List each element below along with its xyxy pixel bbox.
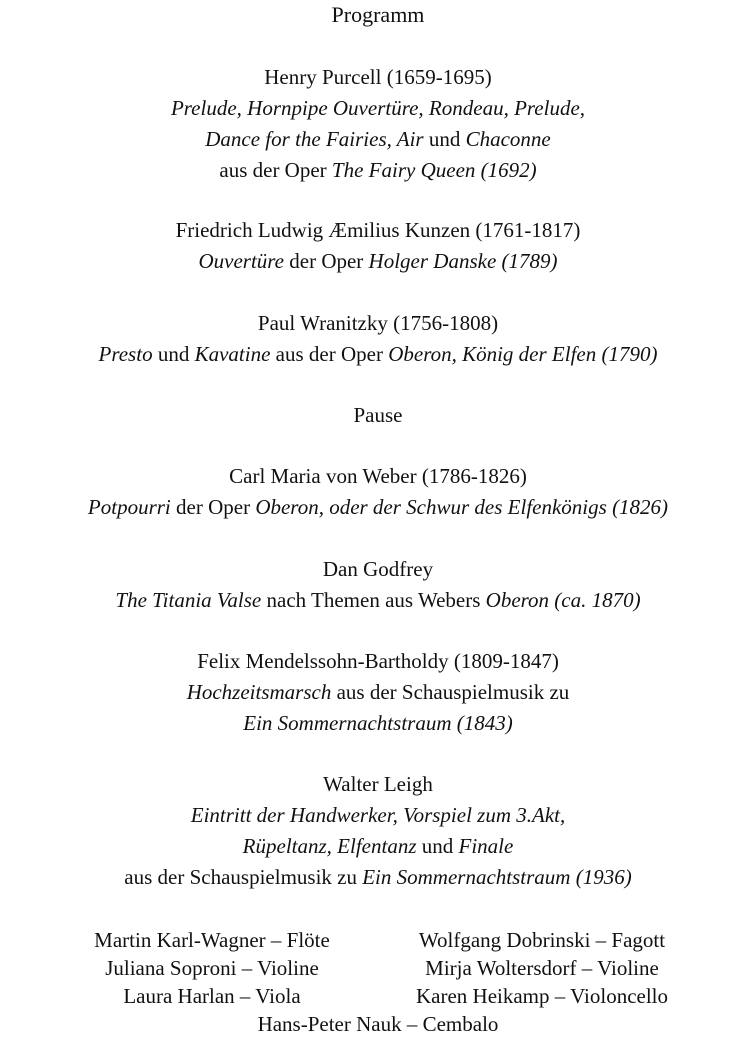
work-title: Ouvertüre (198, 249, 284, 273)
composer-godfrey: Dan Godfrey (322, 557, 434, 581)
musicians-row (0, 982, 756, 1010)
purcell-works-text: Dance for the Fairies, Air (205, 127, 424, 151)
opera-title: Oberon, oder der Schwur des Elfenkönigs (1826) (255, 495, 669, 519)
opera-title: Oberon, König der Elfen (1790) (388, 342, 658, 366)
composer-wranitzky: Paul Wranitzky (1756-1808) (257, 311, 499, 335)
musician-name: Juliana Soproni – Violine (105, 956, 319, 980)
connector-text: und (416, 834, 459, 858)
work-title: The Titania Valse (115, 588, 262, 612)
work-title: Hochzeitsmarsch (186, 680, 332, 704)
source-prefix: aus der Oper (219, 158, 332, 182)
connector-text: und (423, 127, 466, 151)
work-title: Presto (98, 342, 153, 366)
musicians-list (0, 926, 756, 1038)
composer-kunzen: Friedrich Ludwig Æmilius Kunzen (1761-1817) (175, 218, 581, 242)
work-title: Kavatine (194, 342, 271, 366)
weber-works-line (0, 492, 756, 522)
connector-text: aus der Oper (270, 342, 389, 366)
intermission-label: Pause (353, 403, 403, 427)
source-prefix: aus der Schauspielmusik zu (124, 865, 363, 889)
musician-name: Wolfgang Dobrinski – Fagott (418, 928, 666, 952)
musician-name: Karen Heikamp – Violoncello (415, 984, 669, 1008)
program-heading: Programm (331, 2, 425, 27)
opera-title: Oberon (ca. 1870) (485, 588, 641, 612)
connector-text: nach Themen aus Webers (261, 588, 486, 612)
godfrey-works-line (0, 585, 756, 615)
composer-weber: Carl Maria von Weber (1786-1826) (229, 464, 527, 488)
musician-name: Mirja Woltersdorf – Violine (425, 956, 659, 980)
purcell-source-line (0, 155, 756, 185)
wranitzky-works-line (0, 339, 756, 369)
connector-text: und (152, 342, 195, 366)
composer-mendelssohn: Felix Mendelssohn-Bartholdy (1809-1847) (197, 649, 559, 673)
mendelssohn-works-line2: Ein Sommernachtstraum (1843) (243, 711, 513, 735)
work-title: Rüpeltanz, Elfentanz (242, 834, 417, 858)
musician-name: Laura Harlan – Viola (123, 984, 301, 1008)
work-title: Finale (458, 834, 514, 858)
musicians-row (0, 954, 756, 982)
composer-purcell: Henry Purcell (1659-1695) (264, 65, 492, 89)
musician-name: Hans-Peter Nauk – Cembalo (257, 1012, 499, 1036)
connector-text: aus der Schauspielmusik zu (331, 680, 570, 704)
opera-title: Ein Sommernachtstraum (1936) (362, 865, 632, 889)
musician-name: Martin Karl-Wagner – Flöte (94, 928, 330, 952)
purcell-works-line2 (0, 124, 756, 154)
leigh-works-line2 (0, 831, 756, 861)
musicians-row (0, 926, 756, 954)
purcell-works-line1: Prelude, Hornpipe Ouvertüre, Rondeau, Prelude, (170, 96, 586, 120)
connector-text: der Oper (170, 495, 256, 519)
work-title: Potpourri (87, 495, 171, 519)
leigh-works-line1: Eintritt der Handwerker, Vorspiel zum 3.Akt, (190, 803, 566, 827)
opera-title: Holger Danske (1789) (368, 249, 558, 273)
composer-leigh: Walter Leigh (323, 772, 433, 796)
mendelssohn-works-line1 (0, 677, 756, 707)
opera-title: The Fairy Queen (1692) (331, 158, 537, 182)
kunzen-works-line (0, 246, 756, 276)
purcell-works-text: Chaconne (465, 127, 551, 151)
leigh-source-line (0, 862, 756, 892)
connector-text: der Oper (284, 249, 369, 273)
